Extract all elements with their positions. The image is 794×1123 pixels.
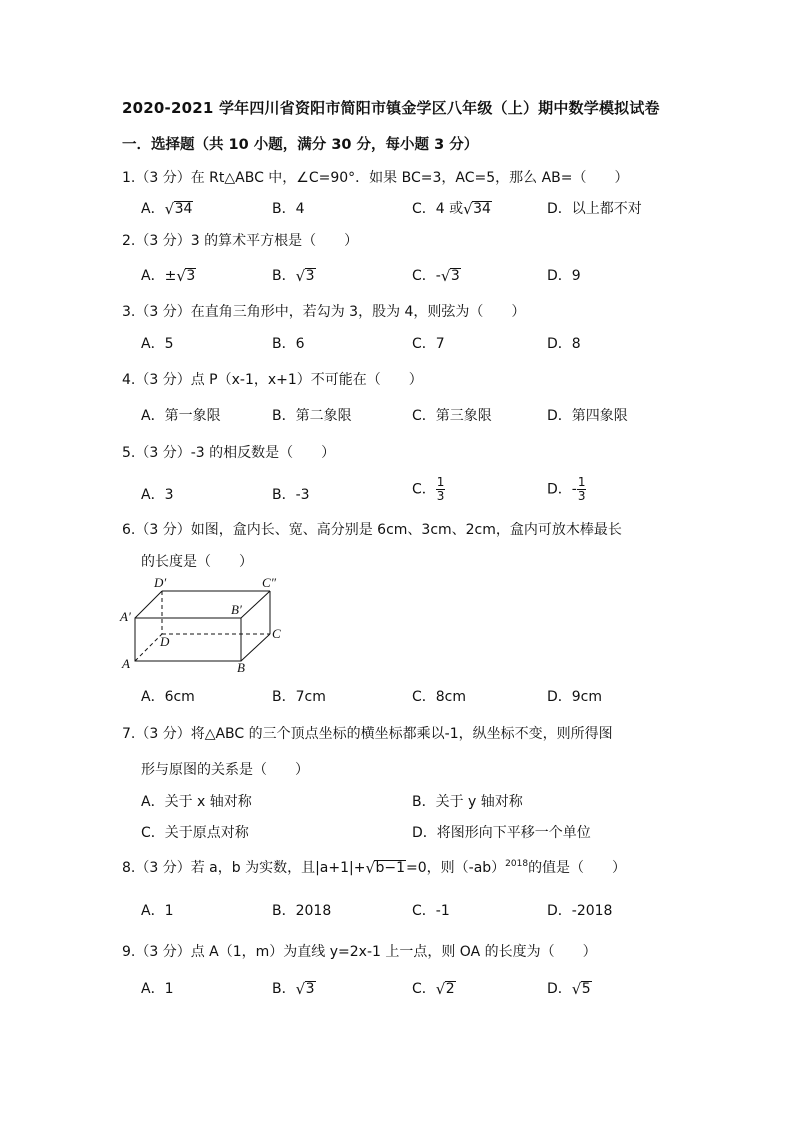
question-6-option-c: C．8cm xyxy=(412,689,467,705)
label-a-prime: A′ xyxy=(120,609,131,624)
question-8-option-c: C．-1 xyxy=(412,903,450,919)
question-5-option-a: A．3 xyxy=(141,487,174,503)
question-2-option-c: C．- √ 3 xyxy=(412,267,460,285)
question-8-option-b: B．2018 xyxy=(272,903,332,919)
label-a: A xyxy=(122,656,130,671)
cuboid-figure xyxy=(116,574,291,678)
question-3-option-a: A．5 xyxy=(141,336,174,352)
page-title: 2020-2021 学年四川省资阳市简阳市镇金学区八年级（上）期中数学模拟试卷 xyxy=(122,99,660,117)
question-5-option-c: C． $\frac{1}{3}$ xyxy=(412,475,445,503)
label-c-prime: C″ xyxy=(262,575,277,590)
question-6-option-d: D．9cm xyxy=(547,689,603,705)
question-3-option-c: C．7 xyxy=(412,336,445,352)
question-7-stem-line1: 7.（3 分）将△ABC 的三个顶点坐标的横坐标都乘以-1，纵坐标不变，则所得图 xyxy=(122,726,613,742)
question-7-option-b: B．关于 y 轴对称 xyxy=(412,794,523,810)
question-1-option-a: A． √ 34 xyxy=(141,200,193,218)
question-9-option-a: A．1 xyxy=(141,981,174,997)
label-d: D xyxy=(160,634,170,649)
question-3-stem: 3.（3 分）在直角三角形中，若勾为 3，股为 4，则弦为（ ） xyxy=(122,304,526,320)
question-1-option-d: D．以上都不对 xyxy=(547,201,642,217)
cuboid-bottom-right-edge xyxy=(241,634,270,661)
question-3-option-d: D．8 xyxy=(547,336,581,352)
question-4-option-a: A．第一象限 xyxy=(141,408,221,424)
question-2-stem: 2.（3 分）3 的算术平方根是（ ） xyxy=(122,233,359,249)
question-2-option-b: B． √ 3 xyxy=(272,267,315,285)
question-9-option-b: B． √ 3 xyxy=(272,980,315,998)
cuboid-front-face xyxy=(135,618,241,661)
question-4-option-d: D．第四象限 xyxy=(547,408,628,424)
question-4-option-c: C．第三象限 xyxy=(412,408,492,424)
label-b: B xyxy=(237,660,245,675)
question-7-option-d: D．将图形向下平移一个单位 xyxy=(412,825,591,841)
label-b-prime: B′ xyxy=(231,602,242,617)
question-4-option-b: B．第二象限 xyxy=(272,408,352,424)
question-8-option-a: A．1 xyxy=(141,903,174,919)
label-c: C xyxy=(272,626,281,641)
question-8-stem: 8.（3 分）若 a，b 为实数，且|a+1|+ √ b−1=0，则$(-ab)^{2018}$的值是（ ） xyxy=(122,859,627,877)
question-9-option-c: C． √ 2 xyxy=(412,980,455,998)
question-5-option-d: D．- $\frac{1}{3}$ xyxy=(547,475,586,503)
question-9-stem: 9.（3 分）点 A（1，m）为直线 y=2x-1 上一点，则 OA 的长度为（ ） xyxy=(122,944,597,960)
question-8-option-d: D．-2018 xyxy=(547,903,613,919)
section-heading: 一．选择题（共 10 小题，满分 30 分，每小题 3 分） xyxy=(122,137,479,153)
question-5-stem: 5.（3 分）-3 的相反数是（ ） xyxy=(122,445,336,461)
question-1-option-b: B．4 xyxy=(272,201,305,217)
question-1-option-c: C．4 或 √ 34 xyxy=(412,200,491,218)
label-d-prime: D′ xyxy=(154,575,167,590)
question-1-stem: 1.（3 分）在 Rt△ABC 中，∠C=90°．如果 BC=3，AC=5，那么 AB=（ ） xyxy=(122,170,629,186)
cuboid-top-left-edge xyxy=(135,591,162,618)
question-7-stem-line2: 形与原图的关系是（ ） xyxy=(141,762,309,778)
question-7-option-a: A．关于 x 轴对称 xyxy=(141,794,252,810)
cuboid-top-right-edge xyxy=(241,591,270,618)
question-2-option-d: D．9 xyxy=(547,268,581,284)
question-6-option-b: B．7cm xyxy=(272,689,326,705)
question-5-option-b: B．-3 xyxy=(272,487,310,503)
question-6-stem-line2: 的长度是（ ） xyxy=(141,554,253,570)
question-3-option-b: B．6 xyxy=(272,336,305,352)
question-2-option-a: A．± √ 3 xyxy=(141,267,196,285)
question-9-option-d: D． √ 5 xyxy=(547,980,591,998)
question-4-stem: 4.（3 分）点 P（x-1，x+1）不可能在（ ） xyxy=(122,372,423,388)
cuboid-hidden-diagonal-edge xyxy=(135,634,162,661)
question-6-option-a: A．6cm xyxy=(141,689,195,705)
question-7-option-c: C．关于原点对称 xyxy=(141,825,249,841)
question-6-stem-line1: 6.（3 分）如图，盒内长、宽、高分别是 6cm、3cm、2cm，盒内可放木棒最长 xyxy=(122,522,622,538)
